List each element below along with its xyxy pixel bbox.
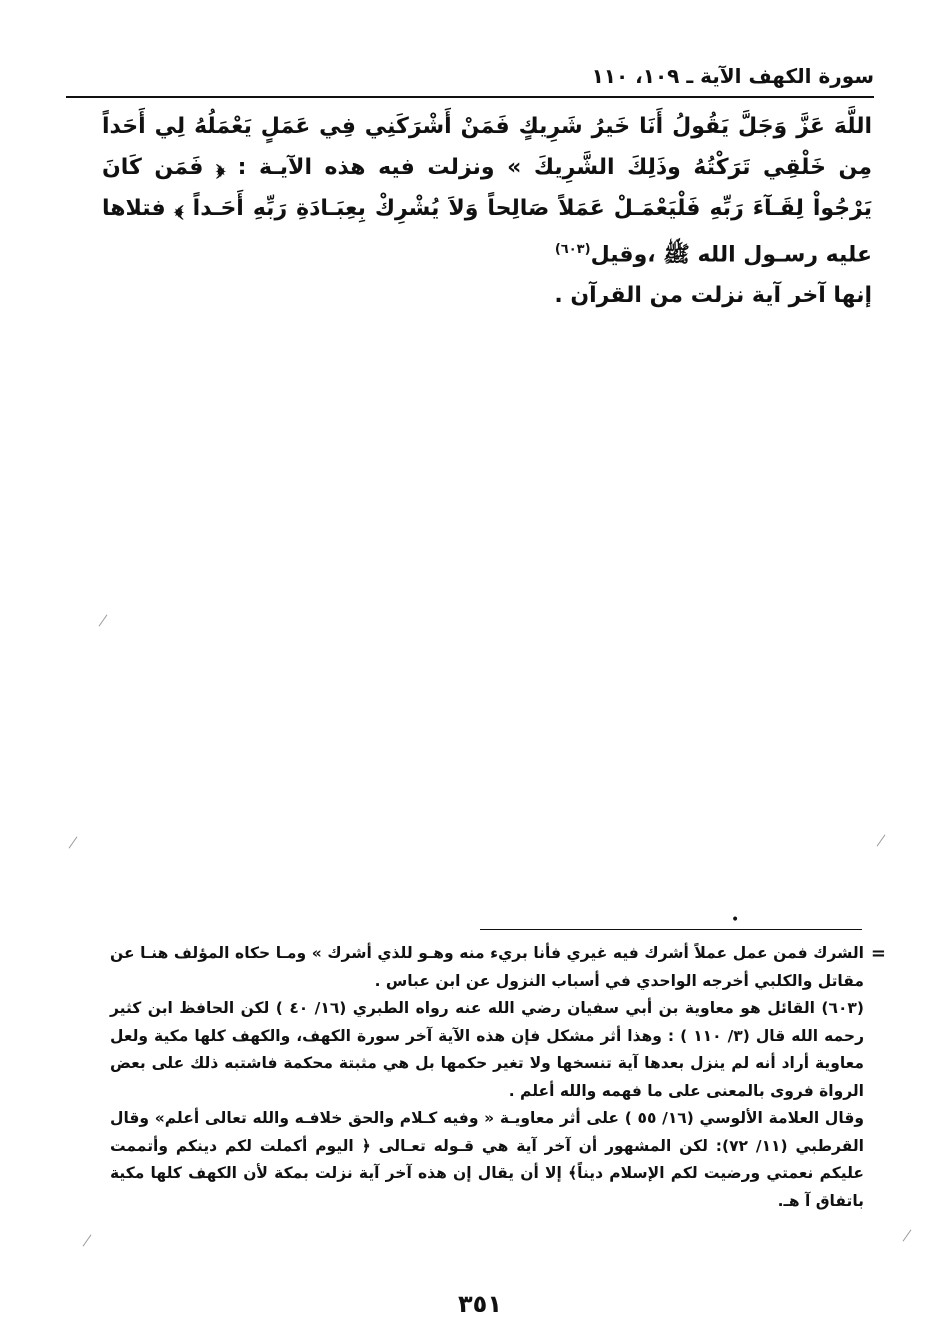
footnote-reference[interactable]: (٦٠٣) — [554, 242, 591, 257]
main-text-part3: إنها آخر آية نزلت من القرآن . — [554, 283, 872, 309]
separator-dot: • — [731, 912, 740, 928]
page-number: ٣٥١ — [458, 1290, 502, 1318]
footnotes-section — [110, 940, 886, 1215]
scan-mark — [83, 1234, 92, 1246]
scan-mark — [903, 1229, 912, 1241]
footnote-603 — [110, 995, 864, 1215]
footnote-continuation-text: الشرك فمن عمل عملاً أشرك فيه غيري فأنا بريء منه وهـو للذي أشرك » ومـا حكاه المؤلف هنـا عن مقاتل والكلبي أخرجه الواحدي في أسباب النزول عن ابن عباس . — [110, 944, 864, 990]
scan-mark — [877, 834, 886, 846]
footnote-continuation — [110, 940, 886, 995]
main-text — [102, 106, 872, 316]
scan-mark — [69, 836, 78, 848]
footnote-603-text — [110, 995, 864, 1105]
quran-verse: ﴿ فَمَن كَانَ يَرْجُواْ لِقَـآءَ رَبِّهِ فَلْيَعْمَـلْ عَمَلاً صَالِحاً وَلاَ يُشْرِكْ بِعِبَـادَةِ رَبِّهِ أَحَـداً ﴾ — [102, 155, 872, 221]
page-header — [66, 58, 874, 98]
main-text-part2: فتلاها عليه رسـول الله ﷺ ،وقيل — [102, 196, 872, 268]
footnote-603-body: القائل هو معاوية بن أبي سفيان رضي الله عنه رواه الطبري (١٦/ ٤٠ ) لكن الحافظ ابن كثير رحمه الله قال (٣/ ١١٠ ) : وهذا أثر مشكل فإن هذه الآية آخر سورة الكهف، والكهف كلها مكية ولعل معاوية أراد أنه لم ينزل بعدها آية تنسخها ولا تغير حكمها بل هي مثبتة محكمة فاشتبه ذلك على بعض الرواة فروى بالمعنى على ما فهمه والله أعلم . — [110, 999, 865, 1100]
main-text-part1: اللَّهَ عَزَّ وَجَلَّ يَقُولُ أَنَا خَيرُ شَرِيكٍ فَمَنْ أَشْرَكَنِي فِي عَمَلٍ يَعْمَلُهُ لِي أَحَداً مِن خَلْقِي تَرَكْتُهُ وذَلِكَ الشَّرِيكَ » ونزلت فيه هذه الآيـة : — [102, 114, 872, 180]
footnote-603-number: (٦٠٣) — [821, 999, 864, 1017]
running-head-title: سورة الكهف الآية ـ ١٠٩، ١١٠ — [591, 64, 874, 88]
scan-mark — [99, 614, 108, 626]
footnote-603-alusi: وقال العلامة الألوسي (١٦/ ٥٥ ) على أثر معاويـة « وفيه كـلام والحق خلافـه والله تعالى أعلم» وقال القرطبي (١١/ ٧٢): لكن المشهور أن آخر آية هي قـوله تعـالى ﴿ اليوم أكملت لكم دينكم وأتممت عليكم نعمتي ورضيت لكم الإسلام ديناً﴾ إلا أن يقال إن هذه آخر آية نزلت بمكة لأن الكهف كلها مكية باتفاق آ هـ. — [110, 1109, 864, 1210]
footnote-rule — [480, 929, 862, 930]
continuation-mark: = — [870, 943, 886, 964]
header-rule — [66, 96, 874, 98]
